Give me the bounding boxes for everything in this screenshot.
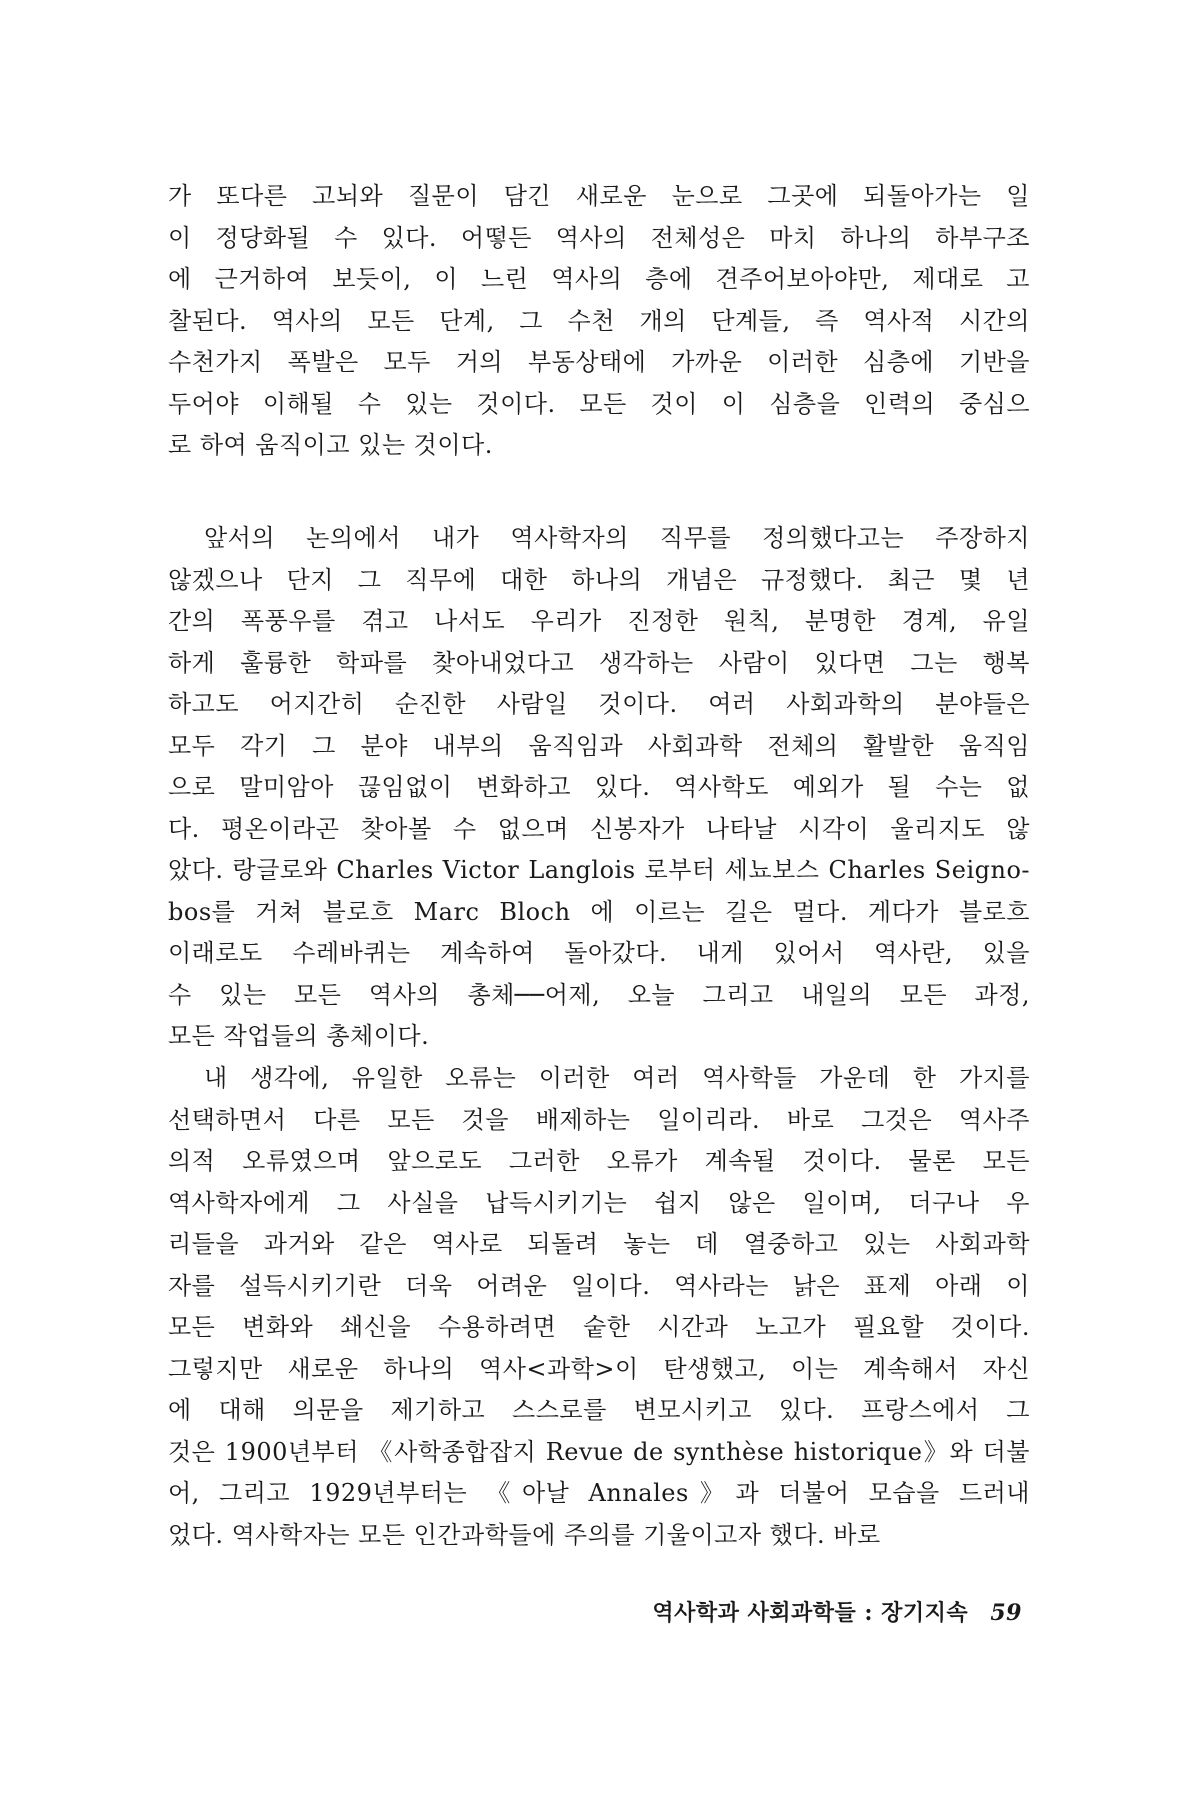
text-line: 이래로도 수레바퀴는 계속하여 돌아갔다. 내게 있어서 역사란, 있을	[168, 939, 1030, 967]
page-footer	[652, 1596, 1022, 1627]
paragraph-1	[168, 176, 1030, 467]
text-line: 찰된다. 역사의 모든 단계, 그 수천 개의 단계들, 즉 역사적 시간의	[168, 306, 1030, 335]
text-line: 이 정당화될 수 있다. 어떻든 역사의 전체성은 마치 하나의 하부구조	[168, 223, 1030, 252]
text-line: 역사학자에게 그 사실을 납득시키기는 쉽지 않은 일이며, 더구나 우	[168, 1188, 1030, 1217]
text-line: 내 생각에, 유일한 오류는 이러한 여러 역사학들 가운데 한 가지를	[204, 1064, 1030, 1092]
text-line: 가 또다른 고뇌와 질문이 담긴 새로운 눈으로 그곳에 되돌아가는 일	[168, 182, 1030, 210]
text-line: 로 하여 움직이고 있는 것이다.	[168, 431, 493, 459]
text-line: 것은 1900년부터 《사학종합잡지 Revue de synthèse historique》와 더불	[168, 1437, 1030, 1466]
text-line: 았다. 랑글로와 Charles Victor Langlois 로부터 세뇨보스 Charles Seigno-	[168, 856, 1030, 884]
page-number: 59	[990, 1600, 1022, 1626]
text-line: 앞서의 논의에서 내가 역사학자의 직무를 정의했다고는 주장하지	[204, 524, 1030, 552]
text-line: 모든 작업들의 총체이다.	[168, 1022, 430, 1050]
text-line: 간의 폭풍우를 겪고 나서도 우리가 진정한 원칙, 분명한 경계, 유일	[168, 607, 1030, 635]
paragraph-2	[168, 518, 1030, 1058]
running-title: 역사학과 사회과학들 : 장기지속	[652, 1600, 969, 1626]
text-line: 수천가지 폭발은 모두 거의 부동상태에 가까운 이러한 심층에 기반을	[168, 348, 1030, 376]
text-line: 않겠으나 단지 그 직무에 대한 하나의 개념은 규정했다. 최근 몇 년	[168, 565, 1030, 594]
text-line: 의적 오류였으며 앞으로도 그러한 오류가 계속될 것이다. 물론 모든	[168, 1147, 1030, 1175]
text-line: 하고도 어지간히 순진한 사람일 것이다. 여러 사회과학의 분야들은	[168, 690, 1030, 718]
text-line: 모두 각기 그 분야 내부의 움직임과 사회과학 전체의 활발한 움직임	[168, 731, 1030, 760]
text-line: 으로 말미암아 끊임없이 변화하고 있다. 역사학도 예외가 될 수는 없	[168, 773, 1030, 801]
text-line: 에 근거하여 보듯이, 이 느린 역사의 층에 견주어보아야만, 제대로 고	[168, 265, 1030, 293]
text-line: 선택하면서 다른 모든 것을 배제하는 일이리라. 바로 그것은 역사주	[168, 1105, 1030, 1134]
text-line: 에 대해 의문을 제기하고 스스로를 변모시키고 있다. 프랑스에서 그	[168, 1396, 1030, 1424]
text-line: 모든 변화와 쇄신을 수용하려면 숱한 시간과 노고가 필요할 것이다.	[168, 1313, 1030, 1341]
text-line: 리들을 과거와 같은 역사로 되돌려 놓는 데 열중하고 있는 사회과학	[168, 1230, 1030, 1258]
text-line: 자를 설득시키기란 더욱 어려운 일이다. 역사라는 낡은 표제 아래 이	[168, 1271, 1030, 1300]
text-line: 그렇지만 새로운 하나의 역사<과학>이 탄생했고, 이는 계속해서 자신	[168, 1354, 1030, 1383]
paragraph-3	[168, 1058, 1030, 1556]
text-line: 었다. 역사학자는 모든 인간과학들에 주의를 기울이고자 했다. 바로	[168, 1520, 881, 1549]
text-line: 하게 훌륭한 학파를 찾아내었다고 생각하는 사람이 있다면 그는 행복	[168, 648, 1030, 677]
text-line: bos를 거쳐 블로흐 Marc Bloch 에 이르는 길은 멀다. 게다가 블로흐	[168, 897, 1030, 926]
text-line: 어, 그리고 1929년부터는 《아날 Annales》과 더불어 모습을 드러내	[168, 1479, 1030, 1507]
text-line: 두어야 이해될 수 있는 것이다. 모든 것이 이 심층을 인력의 중심으	[168, 389, 1030, 418]
text-line: 수 있는 모든 역사의 총체──어제, 오늘 그리고 내일의 모든 과정,	[168, 980, 1030, 1009]
text-line: 다. 평온이라곤 찾아볼 수 없으며 신봉자가 나타날 시각이 울리지도 않	[168, 814, 1030, 843]
